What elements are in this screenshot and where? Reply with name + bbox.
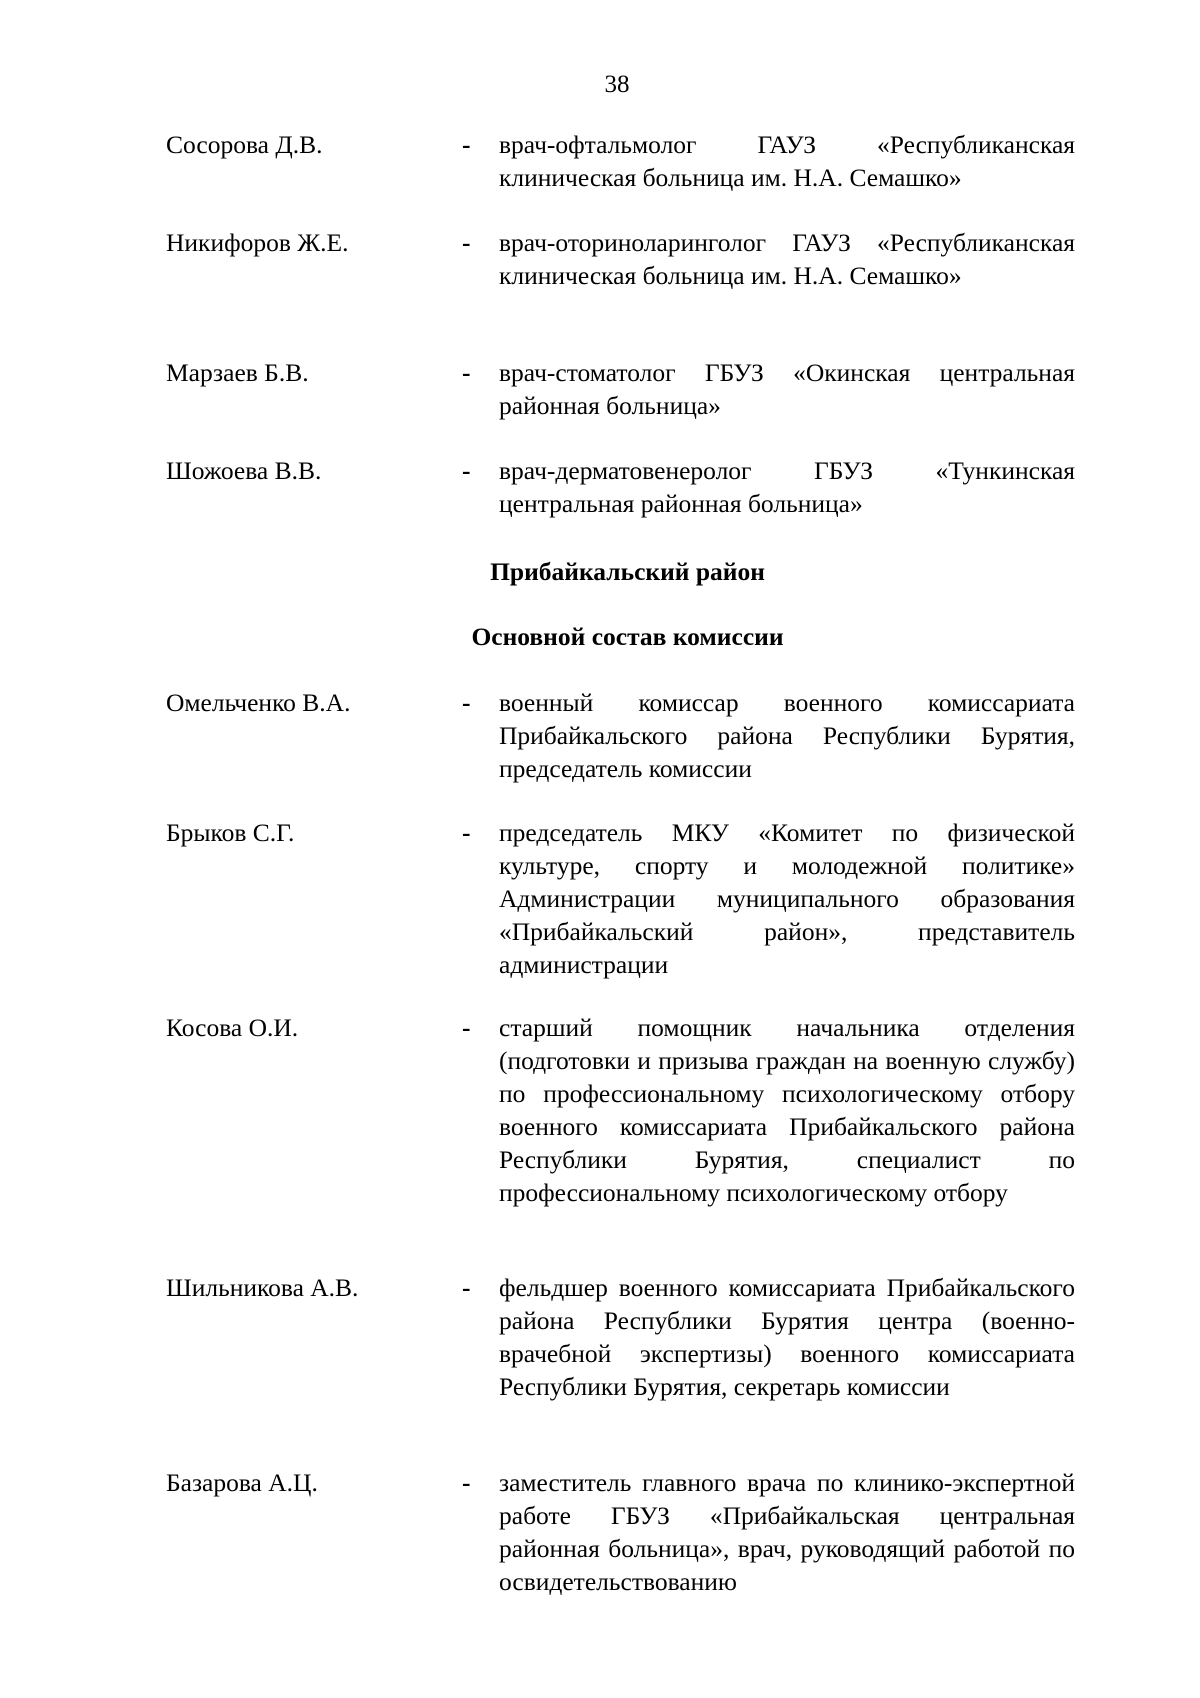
member-name: Брыков С.Г. xyxy=(166,818,295,847)
dash-separator: - xyxy=(462,1013,471,1042)
member-position: председатель МКУ «Комитет по физической культуре, спорту и молодежной политике» Администрации муниципального образования «Прибайкальский район», представитель администрации xyxy=(499,818,1075,979)
member-entry xyxy=(166,816,1075,981)
member-entry xyxy=(166,686,1075,785)
member-name: Никифоров Ж.Е. xyxy=(166,228,349,257)
member-position: врач-оториноларинголог ГАУЗ «Республиканская клиническая больница им. Н.А. Семашко» xyxy=(499,228,1075,290)
dash-separator: - xyxy=(462,1273,471,1302)
dash-separator: - xyxy=(462,130,471,159)
member-entry xyxy=(166,226,1075,292)
member-position: врач-дерматовенеролог ГБУЗ «Тункинская центральная районная больница» xyxy=(499,456,1075,518)
district-heading: Прибайкальский район xyxy=(490,557,765,586)
member-name: Шильникова А.В. xyxy=(166,1273,359,1302)
member-position: врач-стоматолог ГБУЗ «Окинская центральная районная больница» xyxy=(499,358,1075,420)
member-position: врач-офтальмолог ГАУЗ «Республиканская клиническая больница им. Н.А. Семашко» xyxy=(499,130,1075,192)
member-entry xyxy=(166,1271,1075,1403)
member-name: Марзаев Б.В. xyxy=(166,358,309,387)
dash-separator: - xyxy=(462,1468,471,1497)
dash-separator: - xyxy=(462,456,471,485)
member-name: Базарова А.Ц. xyxy=(166,1468,318,1497)
dash-separator: - xyxy=(462,228,471,257)
member-position: заместитель главного врача по клинико-экспертной работе ГБУЗ «Прибайкальская центральная районная больница», врач, руководящий работой по освидетельствованию xyxy=(499,1468,1075,1596)
member-entry xyxy=(166,1466,1075,1598)
dash-separator: - xyxy=(462,688,471,717)
member-position: военный комиссар военного комиссариата Прибайкальского района Республики Бурятия, председатель комиссии xyxy=(499,688,1075,783)
member-name: Омельченко В.А. xyxy=(166,688,351,717)
member-entry xyxy=(166,454,1075,520)
member-position: старший помощник начальника отделения (подготовки и призыва граждан на военную службу) по профессиональному психологическому отбору военного комиссариата Прибайкальского района Республики Бурятия, специалист по профессиональному психологическому отбору xyxy=(499,1013,1075,1207)
section-heading: Основной состав комиссии xyxy=(471,622,784,651)
member-name: Сосорова Д.В. xyxy=(166,130,323,159)
member-entry xyxy=(166,128,1075,194)
dash-separator: - xyxy=(462,358,471,387)
member-position: фельдшер военного комиссариата Прибайкальского района Республики Бурятия центра (военно-врачебной экспертизы) военного комиссариата Республики Бурятия, секретарь комиссии xyxy=(499,1273,1075,1401)
member-name: Косова О.И. xyxy=(166,1013,299,1042)
dash-separator: - xyxy=(462,818,471,847)
member-entry xyxy=(166,1011,1075,1209)
page-number: 38 xyxy=(604,71,630,98)
member-entry xyxy=(166,356,1075,422)
member-name: Шожоева В.В. xyxy=(166,456,322,485)
